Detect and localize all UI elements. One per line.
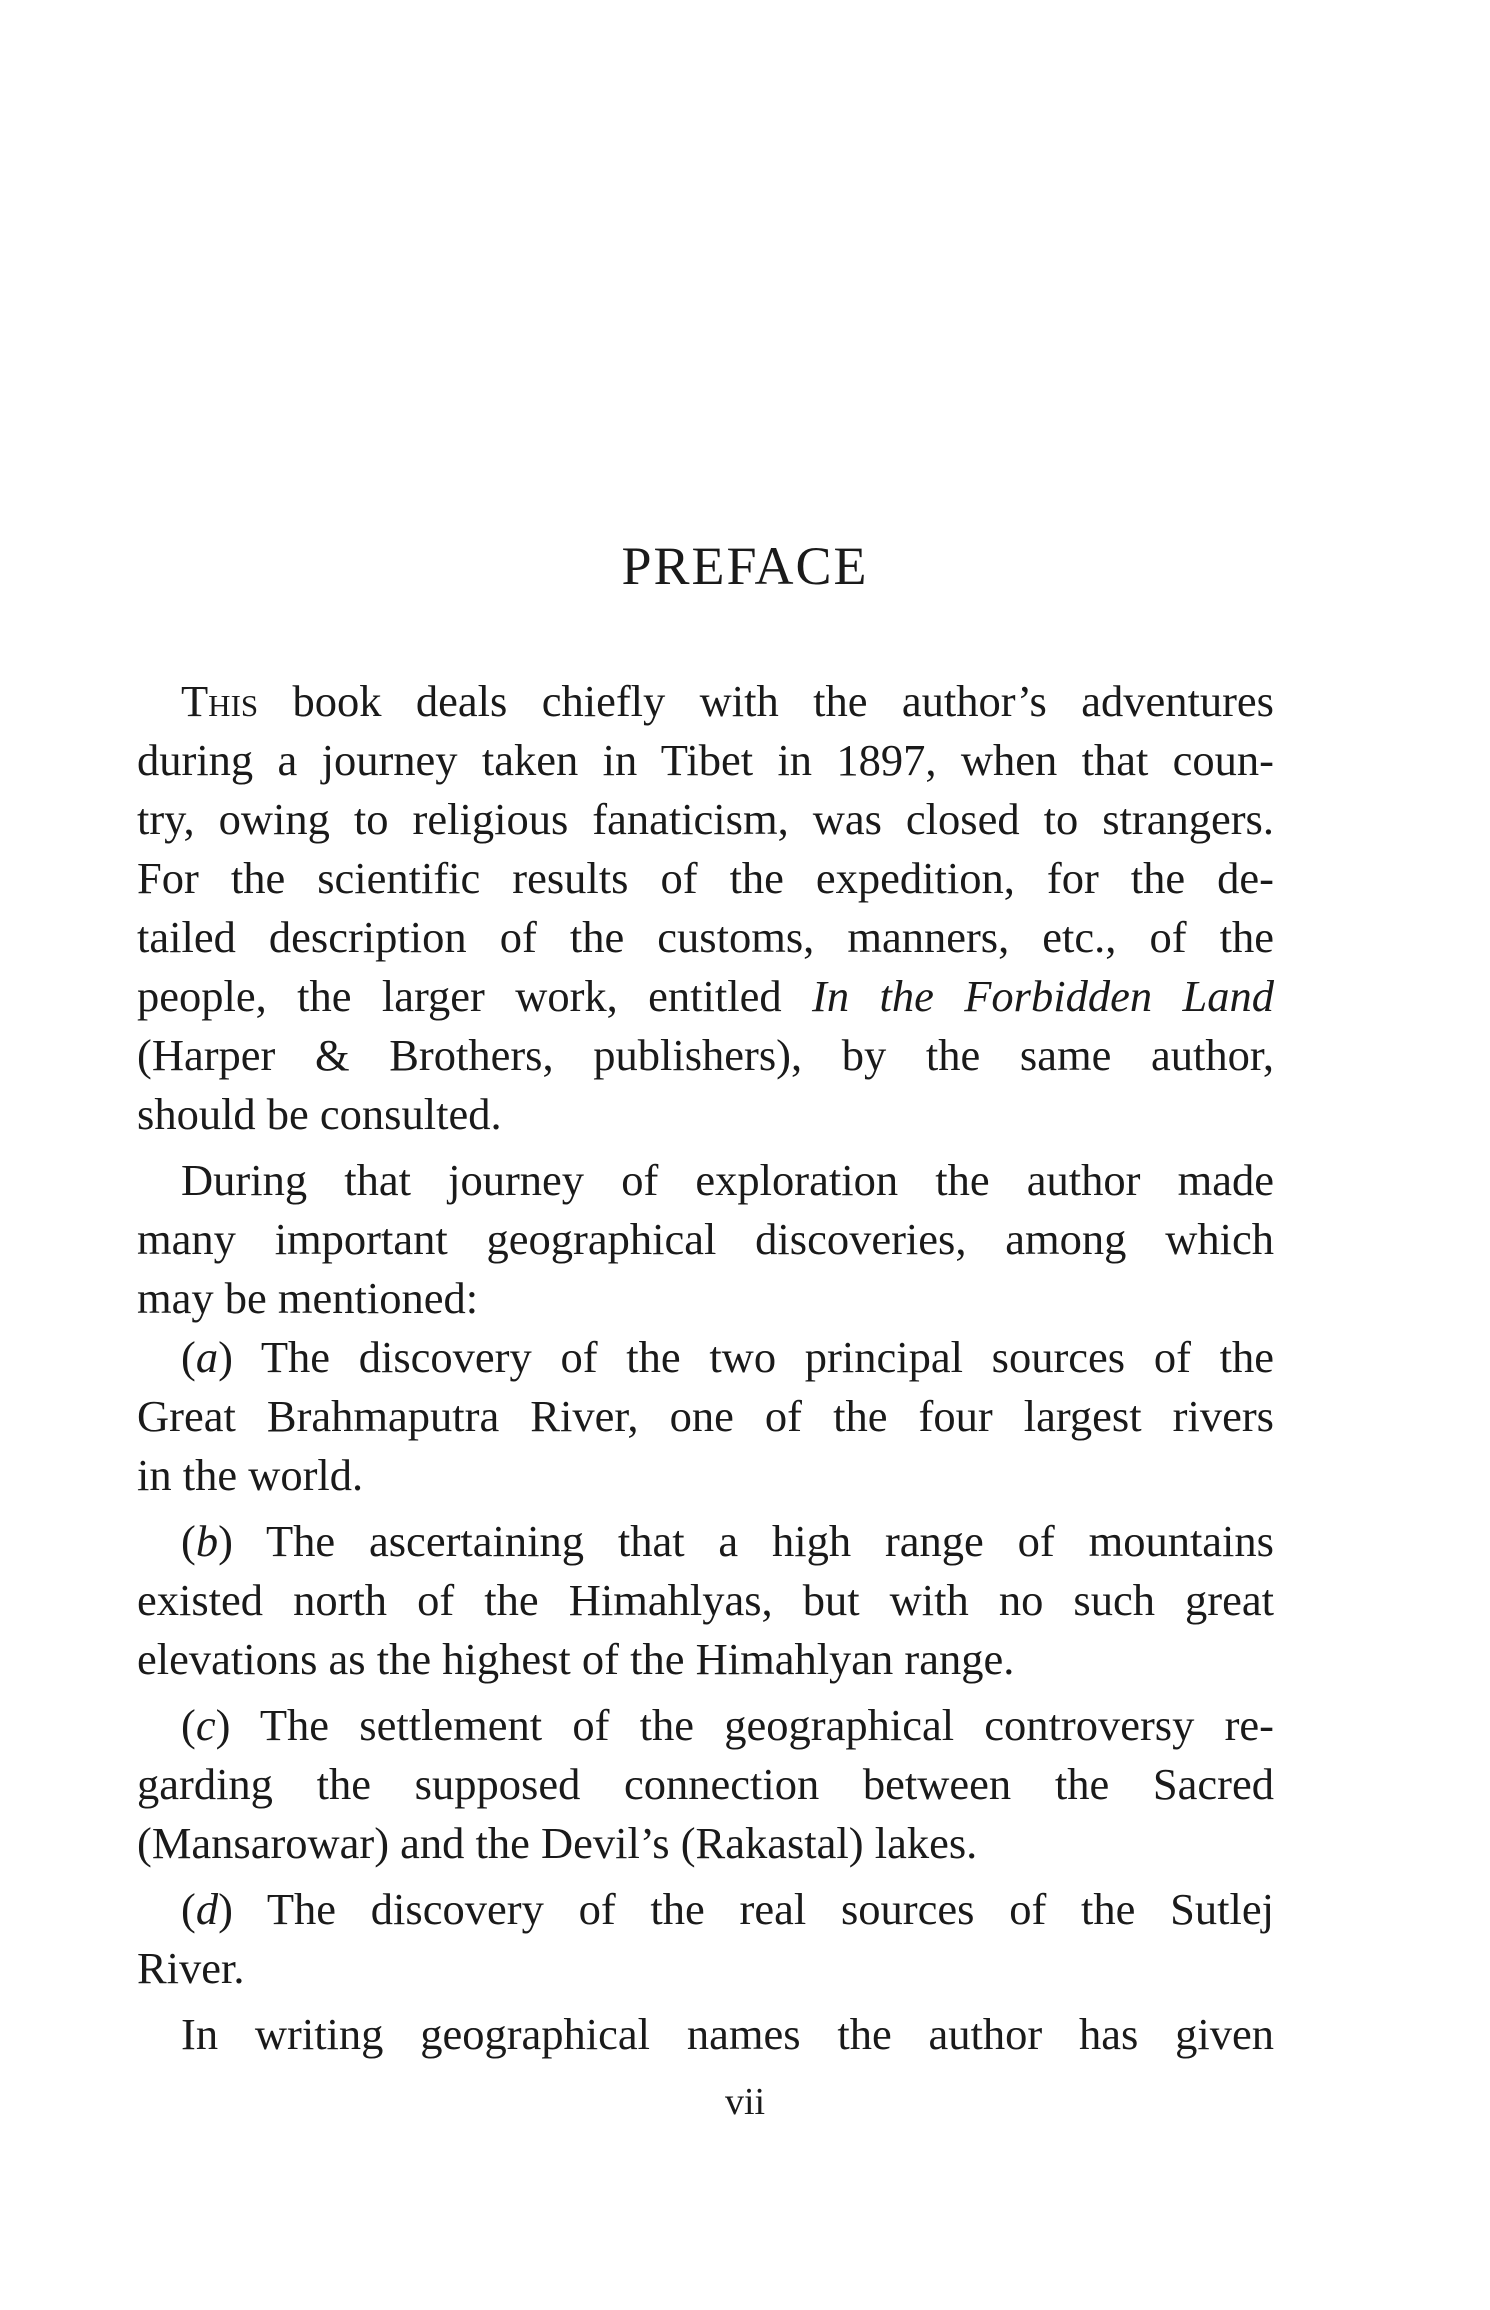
item-letter: b: [195, 1516, 219, 1566]
text-line: many important geographical discoveries, among which: [137, 1214, 1274, 1264]
paren: (: [181, 1700, 196, 1750]
paren: ): [218, 1516, 233, 1566]
paragraph-intro: [137, 672, 1274, 1144]
text-line: existed north of the Himahlyas, but with no such great: [137, 1575, 1274, 1625]
small-caps-lead: This: [181, 676, 259, 726]
text-line: try, owing to religious fanaticism, was closed to strangers.: [137, 794, 1274, 844]
text-line: garding the supposed connection between the Sacred: [137, 1759, 1274, 1809]
list-item-d: [137, 1880, 1274, 1998]
text-line: During that journey of exploration the author made: [181, 1155, 1274, 1205]
text-span: The ascertaining that a high range of mountains: [232, 1516, 1274, 1566]
text-line: [137, 672, 1274, 731]
text-line: (Harper & Brothers, publishers), by the same author,: [137, 1030, 1274, 1080]
page-number: vii: [724, 2081, 766, 2123]
preface-body: [137, 672, 1274, 2064]
paragraph-discoveries: [137, 1151, 1274, 1328]
list-item-a: [137, 1328, 1274, 1505]
text-line: [137, 1328, 1274, 1387]
text-line: [137, 1696, 1274, 1755]
text-line: For the scientific results of the expedition, for the de-: [137, 853, 1274, 903]
page-title: PREFACE: [621, 536, 869, 596]
text-span: book deals chiefly with the author’s adventures: [258, 676, 1274, 726]
paren: ): [215, 1700, 231, 1750]
paren: ): [218, 1884, 233, 1934]
text-span: The discovery of the two principal sources of the: [232, 1332, 1274, 1382]
paren: (: [181, 1516, 196, 1566]
text-line: tailed description of the customs, manners, etc., of the: [137, 912, 1274, 962]
text-line: elevations as the highest of the Himahlyan range.: [137, 1634, 1015, 1684]
text-line: should be consulted.: [137, 1089, 502, 1139]
text-line: Great Brahmaputra River, one of the four largest rivers: [137, 1391, 1274, 1441]
text-line: in the world.: [137, 1450, 364, 1500]
item-letter: a: [195, 1332, 219, 1382]
item-letter: c: [195, 1700, 216, 1750]
paren: (: [181, 1332, 196, 1382]
item-letter: d: [195, 1884, 219, 1934]
text-span: people, the larger work, entitled: [137, 971, 813, 1021]
book-title-italic: In the Forbidden Land: [812, 971, 1274, 1021]
paren: ): [218, 1332, 233, 1382]
text-span: The discovery of the real sources of the Sutlej: [232, 1884, 1274, 1934]
text-line: during a journey taken in Tibet in 1897, when that coun-: [137, 735, 1274, 785]
text-line: In writing geographical names the author has given: [181, 2009, 1274, 2059]
paren: (: [181, 1884, 196, 1934]
text-line: [137, 1512, 1274, 1571]
text-span: The settlement of the geographical controversy re-: [230, 1700, 1274, 1750]
paragraph-names: [137, 2005, 1274, 2064]
text-line: [137, 1880, 1274, 1939]
list-item-b: [137, 1512, 1274, 1689]
text-line: (Mansarowar) and the Devil’s (Rakastal) lakes.: [137, 1818, 978, 1868]
text-line: may be mentioned:: [137, 1273, 479, 1323]
text-line: [137, 967, 1274, 1026]
text-line: River.: [137, 1943, 245, 1993]
list-item-c: [137, 1696, 1274, 1873]
